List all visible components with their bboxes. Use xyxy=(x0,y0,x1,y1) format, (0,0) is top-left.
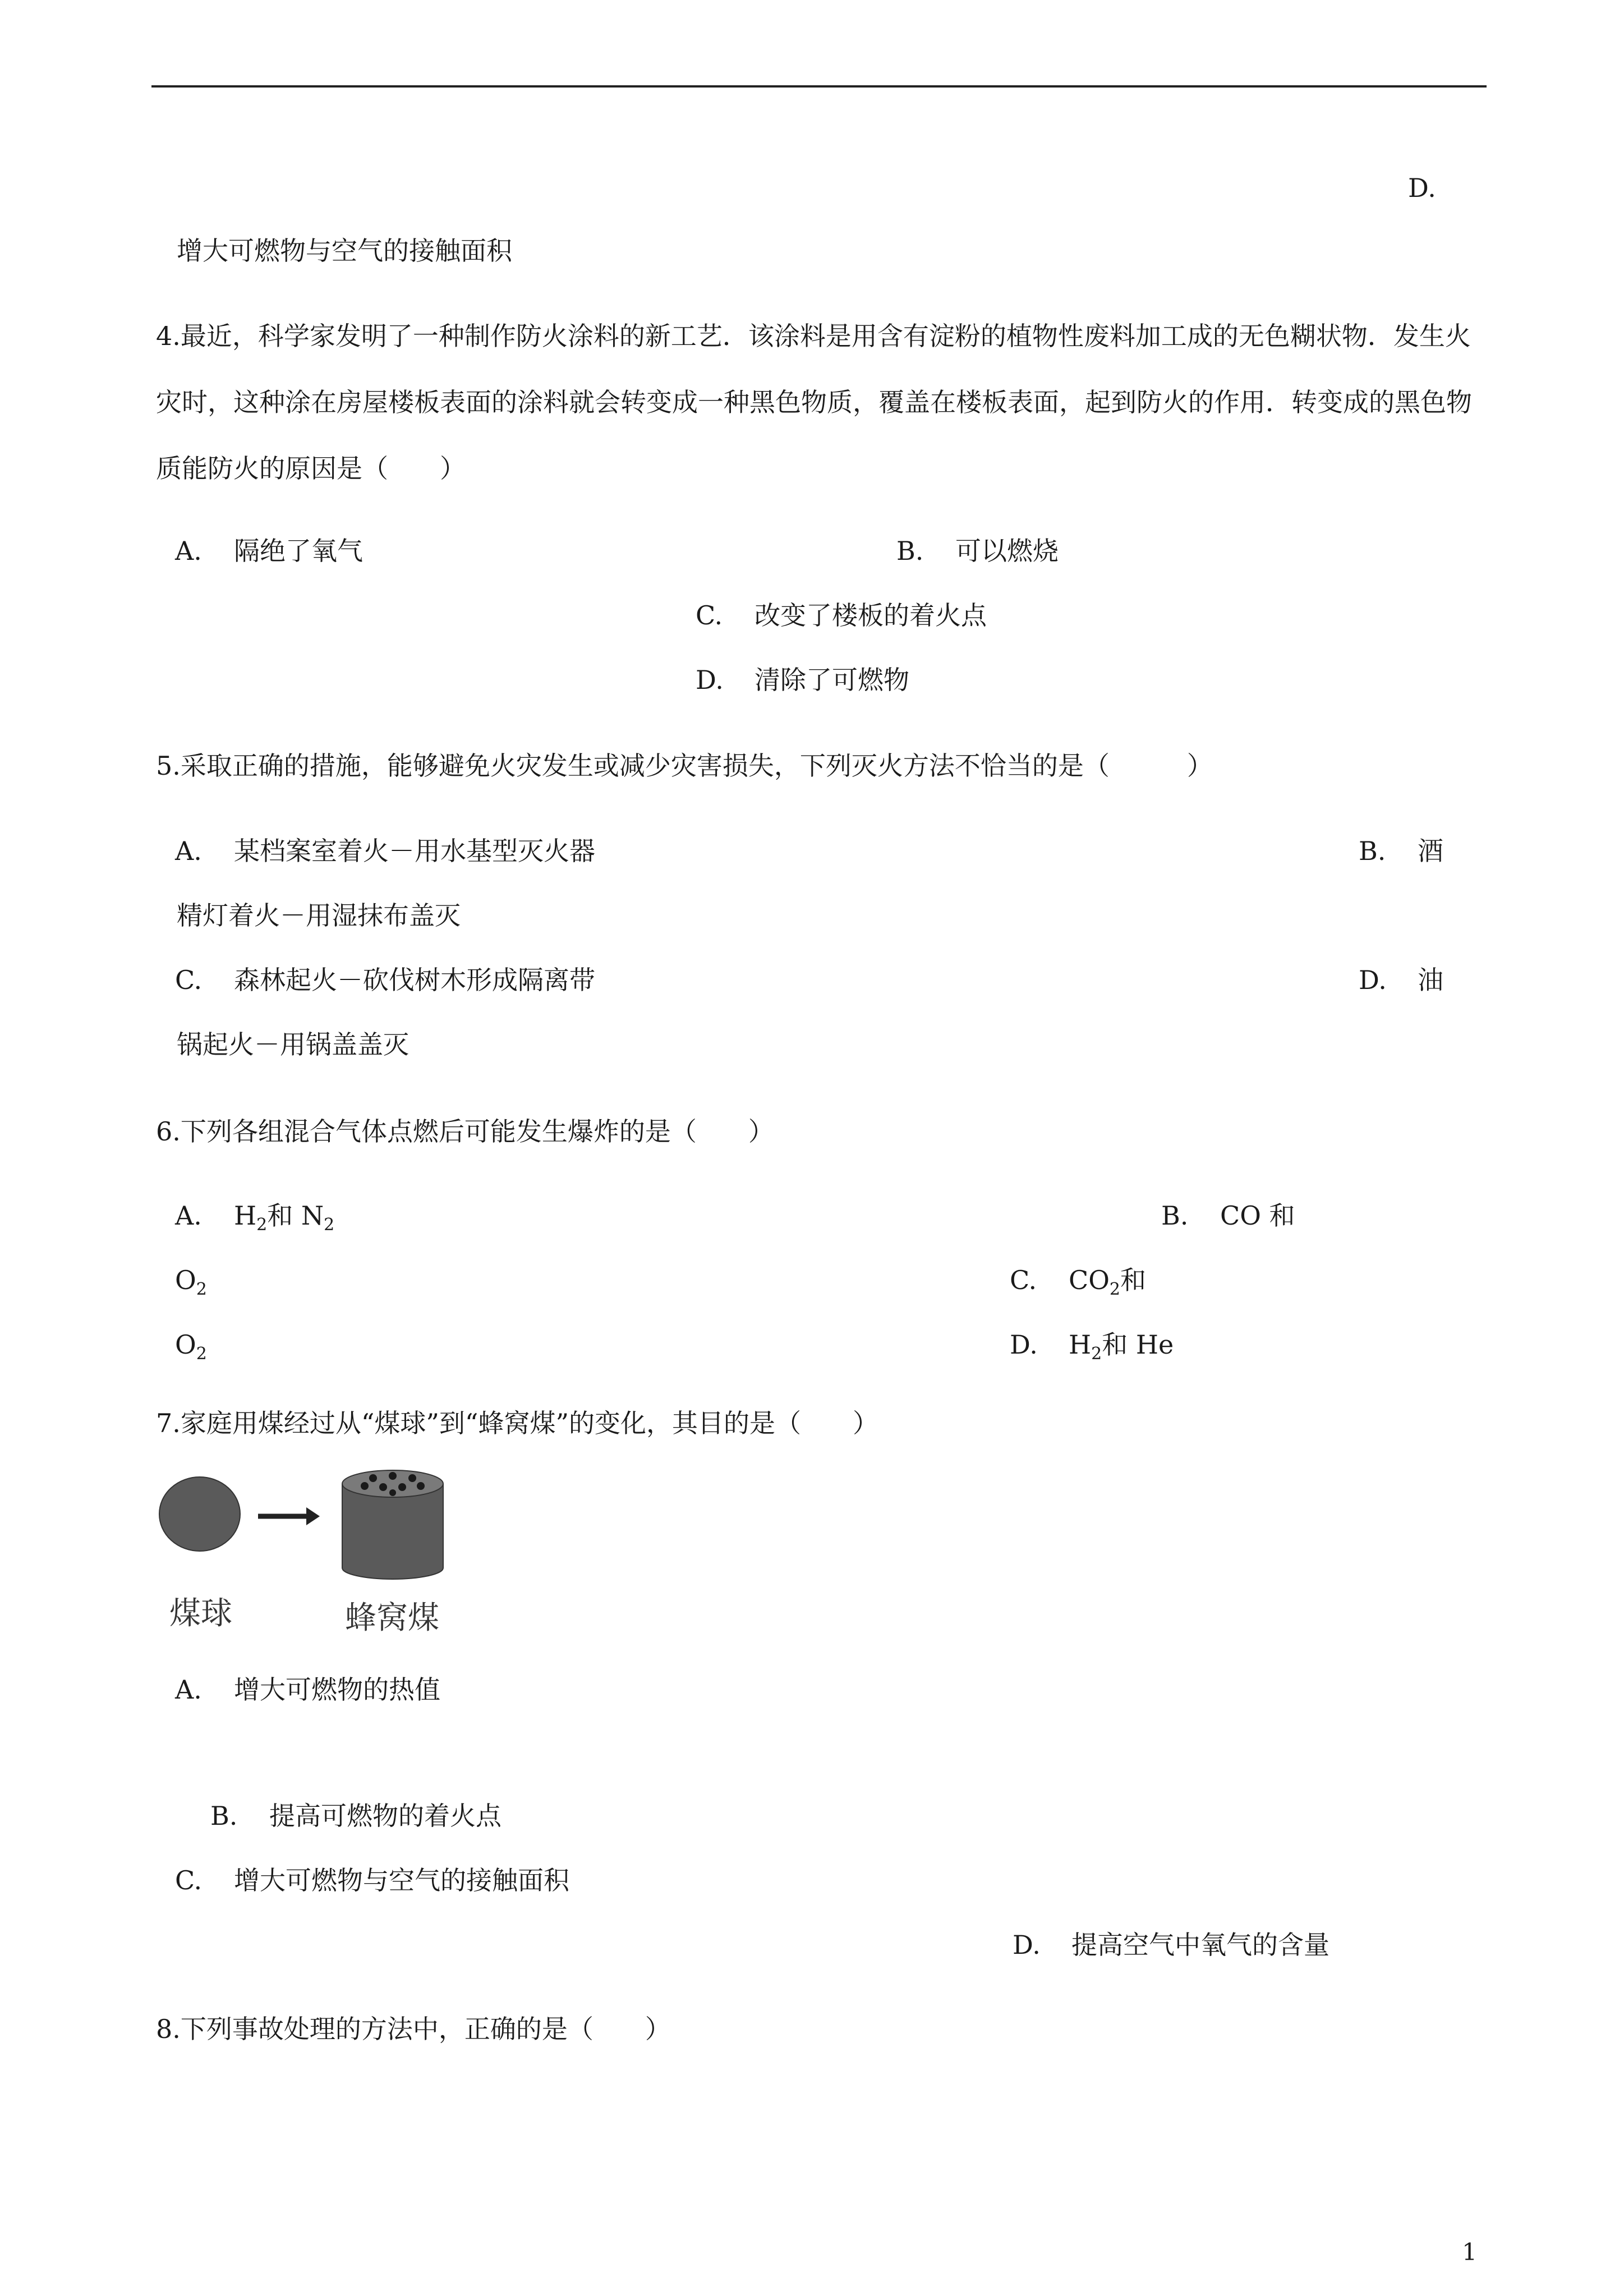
q5-option-a[interactable] xyxy=(175,836,595,867)
coal-ball-icon xyxy=(159,1477,240,1551)
q4-option-b-label: B. xyxy=(896,536,924,566)
q5-option-c[interactable] xyxy=(175,965,595,996)
q5-stem xyxy=(156,751,1213,781)
q6-option-c-co: CO xyxy=(1069,1265,1110,1295)
q6-option-a-sub1: 2 xyxy=(256,1215,268,1235)
honeycomb-caption: 蜂窝煤 xyxy=(345,1600,439,1635)
q5-option-b[interactable] xyxy=(1359,836,1443,867)
q6-option-c[interactable] xyxy=(1010,1265,1147,1299)
q6-option-b-sub: 2 xyxy=(196,1280,207,1299)
q8-stem xyxy=(156,2014,671,2045)
q5-option-d-text-line2: 锅起火－用锅盖盖灭 xyxy=(177,1029,409,1060)
q7-option-d-label: D. xyxy=(1013,1930,1041,1960)
q6-option-d-h: H xyxy=(1069,1329,1092,1360)
q6-option-c-o: O xyxy=(175,1329,196,1360)
q7-option-a-label: A. xyxy=(175,1674,202,1705)
q5-option-d-label: D. xyxy=(1359,965,1387,995)
q6-option-c-label: C. xyxy=(1010,1265,1037,1295)
q7-stem xyxy=(156,1408,878,1439)
q4-option-d[interactable] xyxy=(696,665,909,696)
q6-option-a-and: 和 N xyxy=(267,1200,324,1231)
q4-option-b-text: 可以燃烧 xyxy=(955,536,1059,566)
q6-option-c-sub: 2 xyxy=(1109,1280,1121,1299)
q6-option-c-and: 和 xyxy=(1120,1265,1147,1295)
q6-option-a[interactable] xyxy=(175,1200,335,1235)
honeycomb-briquette-icon xyxy=(342,1470,443,1579)
q6-option-a-h: H xyxy=(234,1200,257,1231)
q4-option-a-label: A. xyxy=(175,536,202,566)
q6-option-b-o: O xyxy=(175,1265,196,1295)
q5-number: 5. xyxy=(156,751,181,781)
q4-option-b[interactable] xyxy=(896,536,1059,567)
q7-number: 7. xyxy=(156,1408,181,1438)
q5-option-a-text: 某档案室着火－用水基型灭火器 xyxy=(234,836,595,866)
q3-option-d-text: 增大可燃物与空气的接触面积 xyxy=(177,236,512,266)
q6-option-b-text: CO 和 xyxy=(1220,1200,1295,1231)
q4-option-d-label: D. xyxy=(696,665,724,695)
q6-option-d-sub: 2 xyxy=(1091,1344,1102,1364)
q5-option-d-text-line1: 油 xyxy=(1418,965,1443,995)
q8-number: 8. xyxy=(156,2014,181,2044)
coal-ball-caption: 煤球 xyxy=(169,1595,232,1632)
q6-option-a-sub2: 2 xyxy=(324,1215,335,1235)
q7-option-c-label: C. xyxy=(175,1865,203,1895)
arrow-head-icon xyxy=(306,1507,320,1525)
q3-option-d-label: D. xyxy=(1408,173,1436,203)
q4-stem xyxy=(156,303,1485,501)
q5-option-c-text: 森林起火－砍伐树木形成隔离带 xyxy=(234,965,595,995)
q6-option-b-line2 xyxy=(175,1265,207,1299)
coal-figure xyxy=(157,1467,454,1635)
q6-number: 6. xyxy=(156,1116,181,1147)
q7-option-c[interactable] xyxy=(175,1865,569,1896)
q6-stem-text: 下列各组混合气体点燃后可能发生爆炸的是（ ） xyxy=(180,1116,774,1147)
q5-stem-text: 采取正确的措施，能够避免火灾发生或减少灾害损失，下列灭火方法不恰当的是（ ） xyxy=(180,751,1213,781)
q7-option-d-text: 提高空气中氧气的含量 xyxy=(1071,1930,1329,1960)
q6-option-c-line2 xyxy=(175,1329,207,1364)
q7-option-b-text: 提高可燃物的着火点 xyxy=(269,1801,502,1831)
q4-option-a[interactable] xyxy=(175,536,363,567)
q4-option-c-text: 改变了楼板的着火点 xyxy=(755,600,987,631)
q6-option-d-label: D. xyxy=(1010,1329,1038,1360)
q6-option-d-and: 和 He xyxy=(1102,1329,1174,1360)
q6-option-c-osub: 2 xyxy=(196,1344,207,1364)
q4-stem-text: 最近，科学家发明了一种制作防火涂料的新工艺．该涂料是用含有淀粉的植物性废料加工成的无色糊状物．发生火灾时，这种涂在房屋楼板表面的涂料就会转变成一种黑色物质，覆盖在楼板表面，起到防火的作用．转变成的黑色物质能防火的原因是（ ） xyxy=(156,321,1472,484)
q5-option-c-label: C. xyxy=(175,965,203,995)
q6-stem xyxy=(156,1116,774,1147)
header-rule xyxy=(151,85,1487,88)
q7-option-d[interactable] xyxy=(1013,1930,1329,1961)
page-number: 1 xyxy=(1462,2238,1477,2266)
q6-option-b[interactable] xyxy=(1161,1200,1295,1231)
q7-option-b[interactable] xyxy=(210,1801,502,1832)
q4-option-c-label: C. xyxy=(696,600,723,631)
q4-option-d-text: 清除了可燃物 xyxy=(755,665,909,695)
q4-option-c[interactable] xyxy=(696,600,987,631)
q8-stem-text: 下列事故处理的方法中，正确的是（ ） xyxy=(180,2014,671,2044)
q6-option-a-label: A. xyxy=(175,1200,202,1231)
q5-option-d[interactable] xyxy=(1359,965,1443,996)
q4-number: 4. xyxy=(156,321,181,351)
q5-option-a-label: A. xyxy=(175,836,202,866)
q6-option-d[interactable] xyxy=(1010,1329,1174,1364)
q4-option-a-text: 隔绝了氧气 xyxy=(234,536,363,566)
q6-option-b-label: B. xyxy=(1161,1200,1189,1231)
q7-stem-text: 家庭用煤经过从“煤球”到“蜂窝煤”的变化，其目的是（ ） xyxy=(180,1408,878,1438)
q5-option-b-text-line2: 精灯着火－用湿抹布盖灭 xyxy=(177,900,461,931)
q7-option-a-text: 增大可燃物的热值 xyxy=(234,1674,440,1705)
q7-option-b-label: B. xyxy=(210,1801,238,1831)
q7-option-a[interactable] xyxy=(175,1674,440,1705)
q5-option-b-label: B. xyxy=(1359,836,1386,866)
q5-option-b-text-line1: 酒 xyxy=(1418,836,1443,866)
q7-option-c-text: 增大可燃物与空气的接触面积 xyxy=(234,1865,569,1895)
